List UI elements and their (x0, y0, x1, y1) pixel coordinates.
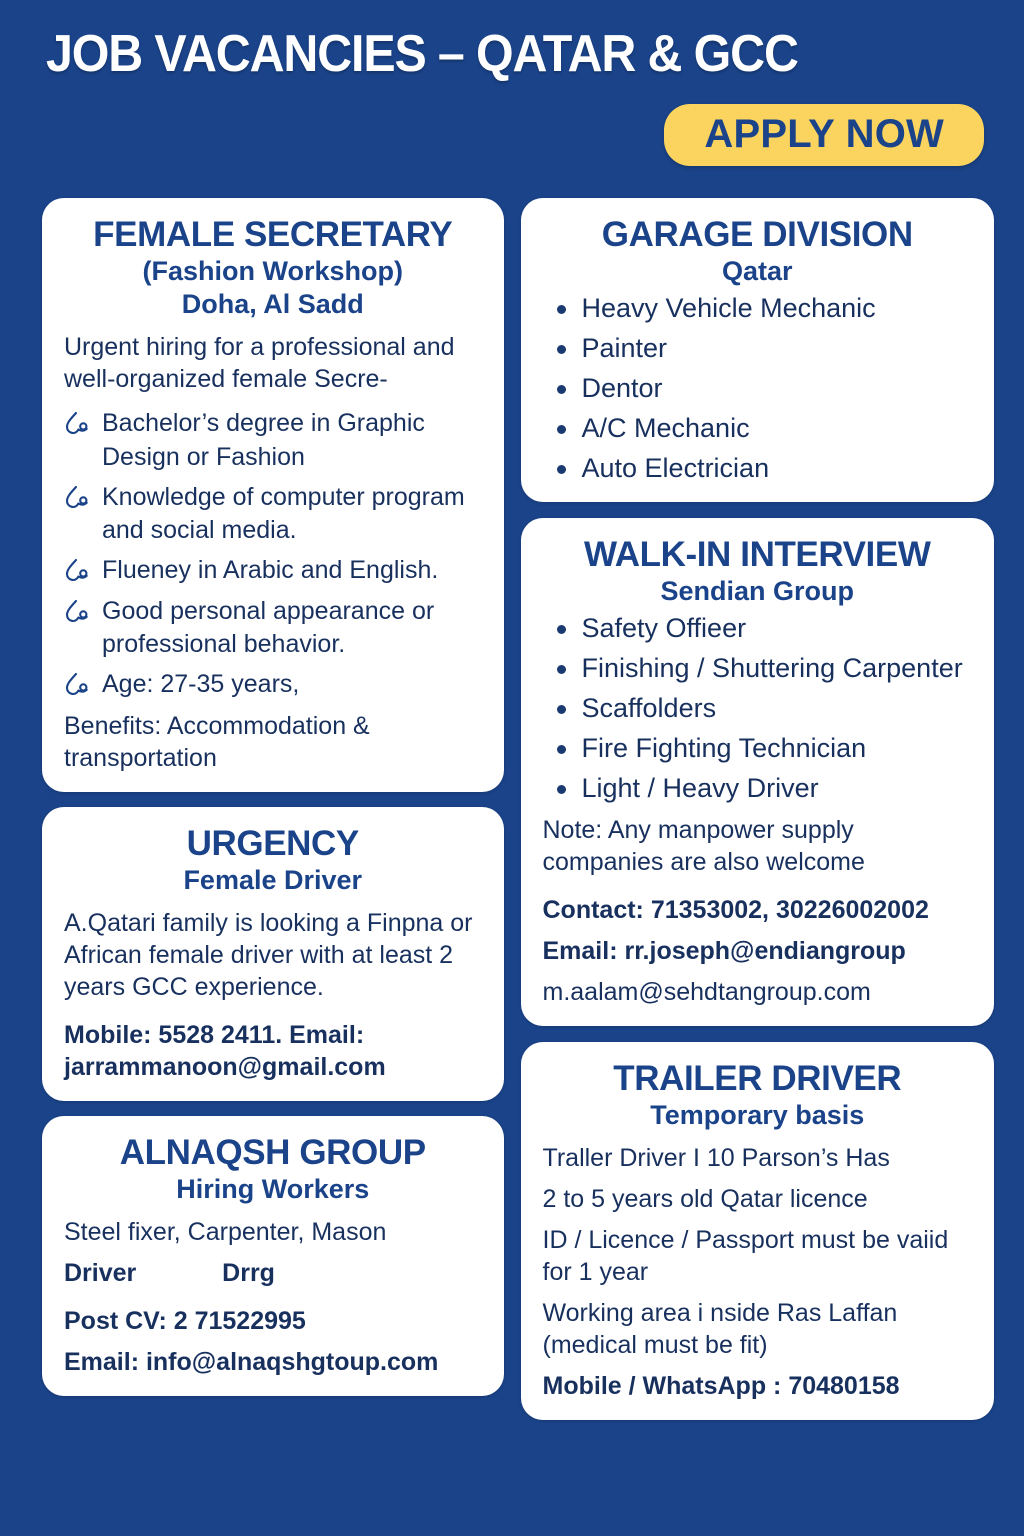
list-item (64, 407, 482, 474)
list-item (549, 415, 973, 442)
job-card-female-secretary[interactable] (42, 198, 504, 792)
job-intro: Urgent hiring for a professional and well-organized female Secre- (64, 333, 455, 394)
job-card-trailer-driver[interactable] (521, 1042, 995, 1420)
poster-header (0, 0, 1024, 190)
list-item-label: Light / Heavy Driver (581, 773, 819, 804)
list-item-label: Heavy Vehicle Mechanic (581, 293, 876, 324)
job-contact[interactable]: Mobile: 5528 2411. Email: jarrammanoon@gmail.com (64, 1021, 386, 1082)
list-item-label: Bachelor’s degree in Graphic Design or Fashion (102, 409, 425, 471)
listings-container (0, 198, 1024, 1420)
right-column (521, 198, 995, 1420)
list-item-label: Dentor (581, 373, 663, 404)
job-card-walk-in-interview[interactable] (521, 518, 995, 1026)
list-item (64, 595, 482, 662)
list-item (549, 455, 973, 482)
job-location: Doha, Al Sadd (181, 289, 364, 320)
list-item-label: Scaffolders (581, 693, 717, 724)
droplet-icon (64, 485, 92, 511)
job-detail-line-3: ID / Licence / Passport must be vaiid for 1 year (542, 1226, 949, 1287)
job-email-secondary[interactable]: m.aalam@sehdtangroup.com (542, 978, 871, 1007)
list-item-label: Finishing / Shuttering Carpenter (581, 653, 963, 684)
job-roles-line-1: Steel fixer, Carpenter, Mason (64, 1218, 387, 1247)
droplet-icon (64, 558, 92, 584)
job-email-primary[interactable]: Email: rr.joseph@endiangroup (542, 937, 906, 966)
job-post-cv[interactable]: Post CV: 2 71522995 (64, 1307, 306, 1336)
list-item-label: Auto Electrician (581, 453, 770, 484)
job-contact[interactable]: Mobile / WhatsApp : 70480158 (542, 1372, 900, 1401)
list-item (549, 335, 973, 362)
job-roles-line-2 (64, 1257, 482, 1289)
apply-now-button[interactable]: APPLY NOW (664, 104, 984, 166)
list-item (549, 615, 973, 642)
list-item-label: Painter (581, 333, 668, 364)
role-driver: Driver (64, 1259, 137, 1288)
requirements-list (64, 407, 482, 701)
job-subtitle: Female Driver (183, 865, 363, 896)
positions-list (543, 615, 973, 802)
list-item-label: Age: 27-35 years, (102, 670, 300, 699)
list-item (549, 295, 973, 322)
role-garbled: Drrɡ (222, 1259, 275, 1288)
job-email[interactable]: Email: info@alnaqshgtoup.com (64, 1348, 439, 1377)
job-benefits: Benefits: Accommodation & transportation (64, 712, 370, 773)
page-title: JOB VACANCIES – QATAR & GCC (46, 25, 798, 83)
positions-list (543, 295, 973, 482)
list-item (549, 735, 973, 762)
list-item (549, 655, 973, 682)
list-item-label: Fire Fighting Technician (581, 733, 867, 764)
job-description: A.Qatari family is looking a Finpna or African female driver with at least 2 years GCC experience. (64, 909, 473, 1002)
job-card-urgency-female-driver[interactable] (42, 807, 504, 1101)
list-item (64, 668, 482, 701)
job-subtitle: (Fashion Workshop) (142, 255, 403, 286)
job-location: Qatar (721, 255, 793, 286)
list-item-label: Flueney in Arabic and English. (102, 556, 439, 585)
job-note: Note: Any manpower supply companies are also welcome (542, 816, 865, 877)
job-title: TRAILER DRIVER (613, 1059, 902, 1099)
job-title: ALNAQSH GROUP (119, 1133, 426, 1173)
job-company: Sendian Group (660, 575, 854, 606)
droplet-icon (64, 411, 92, 437)
job-subtitle: Temporary basis (650, 1099, 865, 1130)
job-title: FEMALE SECRETARY (93, 215, 453, 254)
job-subtitle: Hiring Workers (176, 1174, 370, 1205)
list-item-label: Good personal appearance or professional behavior. (102, 596, 435, 658)
droplet-icon (64, 599, 92, 625)
job-detail-line-1: Traller Driver I 10 Parson’s Has (542, 1144, 890, 1173)
list-item-label: Safety Offieer (581, 613, 747, 644)
list-item (64, 554, 482, 587)
job-title: GARAGE DIVISION (601, 215, 913, 254)
list-item-label: A/C Mechanic (581, 413, 750, 444)
job-contact[interactable]: Contact: 71353002, 30226002002 (542, 896, 929, 925)
list-item (549, 375, 973, 402)
list-item-label: Knowledge of computer program and social media. (102, 482, 465, 545)
left-column (42, 198, 504, 1396)
job-detail-line-4: Working area i nside Ras Laffan (medical must be fit) (542, 1299, 898, 1360)
droplet-icon (64, 672, 92, 698)
job-title: WALK-IN INTERVIEW (584, 535, 931, 575)
list-item (549, 775, 973, 802)
list-item (549, 695, 973, 722)
job-title: URGENCY (186, 824, 359, 864)
list-item (64, 481, 482, 548)
job-detail-line-2: 2 to 5 years old Qatar licence (542, 1185, 868, 1214)
job-card-alnaqsh-group[interactable] (42, 1116, 504, 1396)
job-card-garage-division[interactable] (521, 198, 995, 502)
